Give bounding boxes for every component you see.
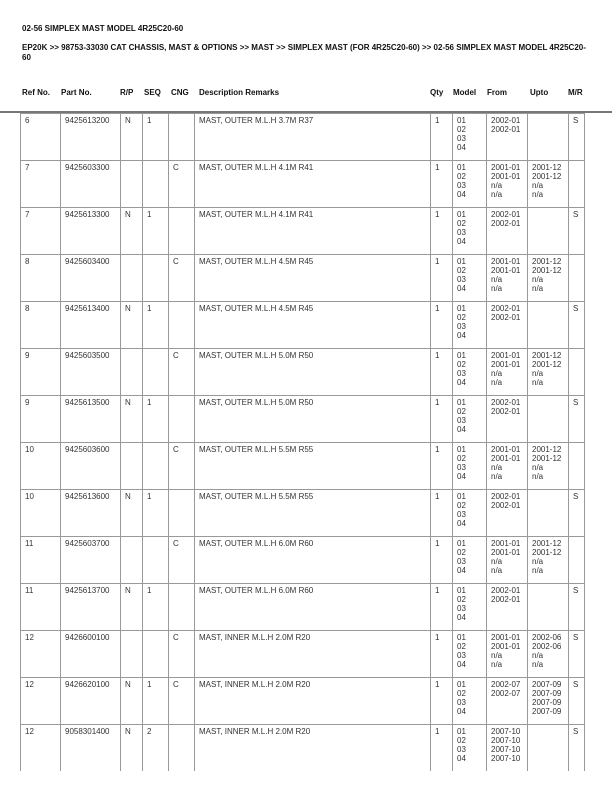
- cell-seq: 1: [143, 678, 169, 725]
- cell-desc: MAST, INNER M.L.H 2.0M R20: [195, 678, 431, 725]
- col-model: Model: [453, 88, 477, 97]
- table-row: [21, 631, 585, 678]
- cell-cng: C: [169, 161, 195, 208]
- cell-desc: MAST, INNER M.L.H 2.0M R20: [195, 725, 431, 772]
- cell-seq: 2: [143, 725, 169, 772]
- cell-from: 2002-01 2002-01: [487, 584, 528, 631]
- cell-qty: 1: [431, 584, 453, 631]
- cell-part: 9425613600: [61, 490, 121, 537]
- col-rp: R/P: [120, 88, 134, 97]
- cell-seq: 1: [143, 396, 169, 443]
- cell-upto: [528, 114, 569, 161]
- page-title: 02-56 SIMPLEX MAST MODEL 4R25C20-60: [22, 24, 184, 33]
- cell-part: 9426600100: [61, 631, 121, 678]
- cell-cng: C: [169, 349, 195, 396]
- cell-model: 01 02 03 04: [453, 584, 487, 631]
- cell-upto: 2007-09 2007-09 2007-09 2007-09: [528, 678, 569, 725]
- cell-from: 2001-01 2001-01 n/a n/a: [487, 161, 528, 208]
- cell-ref: 7: [21, 161, 61, 208]
- cell-cng: [169, 396, 195, 443]
- cell-rp: N: [121, 208, 143, 255]
- cell-seq: 1: [143, 302, 169, 349]
- table-row: [21, 725, 585, 772]
- cell-part: 9425613200: [61, 114, 121, 161]
- cell-mr: S: [569, 302, 585, 349]
- cell-ref: 10: [21, 443, 61, 490]
- cell-qty: 1: [431, 443, 453, 490]
- cell-seq: 1: [143, 584, 169, 631]
- cell-rp: [121, 631, 143, 678]
- cell-cng: [169, 114, 195, 161]
- cell-desc: MAST, OUTER M.L.H 6.0M R60: [195, 584, 431, 631]
- cell-model: 01 02 03 04: [453, 396, 487, 443]
- cell-model: 01 02 03 04: [453, 631, 487, 678]
- cell-cng: C: [169, 443, 195, 490]
- cell-seq: [143, 631, 169, 678]
- cell-mr: [569, 349, 585, 396]
- cell-desc: MAST, OUTER M.L.H 3.7M R37: [195, 114, 431, 161]
- table-header: [0, 88, 612, 113]
- cell-rp: [121, 537, 143, 584]
- table-row: [21, 349, 585, 396]
- cell-upto: [528, 396, 569, 443]
- cell-desc: MAST, OUTER M.L.H 5.0M R50: [195, 349, 431, 396]
- cell-seq: [143, 349, 169, 396]
- table-row: [21, 161, 585, 208]
- table-row: [21, 678, 585, 725]
- table-row: [21, 396, 585, 443]
- cell-model: 01 02 03 04: [453, 208, 487, 255]
- cell-model: 01 02 03 04: [453, 490, 487, 537]
- table-row: [21, 537, 585, 584]
- cell-ref: 10: [21, 490, 61, 537]
- cell-part: 9425613500: [61, 396, 121, 443]
- cell-mr: S: [569, 678, 585, 725]
- cell-from: 2002-01 2002-01: [487, 208, 528, 255]
- cell-cng: C: [169, 631, 195, 678]
- cell-from: 2001-01 2001-01 n/a n/a: [487, 255, 528, 302]
- cell-part: 9425613300: [61, 208, 121, 255]
- cell-cng: [169, 725, 195, 772]
- breadcrumb: EP20K >> 98753-33030 CAT CHASSIS, MAST & OPTIONS >> MAST >> SIMPLEX MAST (FOR 4R25C20-60) >> 02-56 SIMPLEX MAST MODEL 4R25C20-60: [22, 43, 586, 62]
- cell-mr: [569, 161, 585, 208]
- cell-ref: 9: [21, 396, 61, 443]
- cell-mr: S: [569, 631, 585, 678]
- cell-from: 2001-01 2001-01 n/a n/a: [487, 631, 528, 678]
- cell-rp: N: [121, 396, 143, 443]
- cell-model: 01 02 03 04: [453, 302, 487, 349]
- col-from: From: [487, 88, 507, 97]
- cell-rp: N: [121, 490, 143, 537]
- cell-rp: [121, 443, 143, 490]
- cell-rp: [121, 255, 143, 302]
- cell-desc: MAST, OUTER M.L.H 4.5M R45: [195, 302, 431, 349]
- cell-cng: [169, 208, 195, 255]
- cell-ref: 7: [21, 208, 61, 255]
- cell-rp: [121, 349, 143, 396]
- cell-qty: 1: [431, 725, 453, 772]
- table-row: [21, 208, 585, 255]
- cell-rp: N: [121, 678, 143, 725]
- cell-from: 2002-01 2002-01: [487, 302, 528, 349]
- col-ref: Ref No.: [22, 88, 50, 97]
- cell-ref: 6: [21, 114, 61, 161]
- cell-from: 2002-01 2002-01: [487, 490, 528, 537]
- cell-cng: [169, 302, 195, 349]
- cell-model: 01 02 03 04: [453, 255, 487, 302]
- cell-seq: [143, 161, 169, 208]
- cell-ref: 11: [21, 537, 61, 584]
- cell-qty: 1: [431, 255, 453, 302]
- cell-cng: C: [169, 255, 195, 302]
- cell-model: 01 02 03 04: [453, 537, 487, 584]
- cell-qty: 1: [431, 396, 453, 443]
- cell-desc: MAST, OUTER M.L.H 4.1M R41: [195, 161, 431, 208]
- cell-model: 01 02 03 04: [453, 349, 487, 396]
- cell-desc: MAST, OUTER M.L.H 4.5M R45: [195, 255, 431, 302]
- cell-mr: S: [569, 114, 585, 161]
- cell-rp: N: [121, 302, 143, 349]
- cell-ref: 11: [21, 584, 61, 631]
- table-row: [21, 255, 585, 302]
- cell-from: 2001-01 2001-01 n/a n/a: [487, 537, 528, 584]
- cell-mr: [569, 443, 585, 490]
- cell-desc: MAST, OUTER M.L.H 5.0M R50: [195, 396, 431, 443]
- cell-ref: 12: [21, 631, 61, 678]
- cell-desc: MAST, OUTER M.L.H 5.5M R55: [195, 490, 431, 537]
- table-row: [21, 584, 585, 631]
- cell-upto: [528, 584, 569, 631]
- cell-ref: 12: [21, 678, 61, 725]
- cell-upto: 2001-12 2001-12 n/a n/a: [528, 161, 569, 208]
- cell-upto: 2002-06 2002-06 n/a n/a: [528, 631, 569, 678]
- cell-ref: 8: [21, 255, 61, 302]
- cell-mr: S: [569, 490, 585, 537]
- cell-seq: 1: [143, 114, 169, 161]
- cell-cng: C: [169, 537, 195, 584]
- cell-from: 2002-07 2002-07: [487, 678, 528, 725]
- cell-desc: MAST, INNER M.L.H 2.0M R20: [195, 631, 431, 678]
- cell-qty: 1: [431, 490, 453, 537]
- cell-part: 9058301400: [61, 725, 121, 772]
- col-part: Part No.: [61, 88, 92, 97]
- cell-seq: [143, 255, 169, 302]
- table-row: [21, 302, 585, 349]
- cell-from: 2001-01 2001-01 n/a n/a: [487, 349, 528, 396]
- cell-from: 2002-01 2002-01: [487, 396, 528, 443]
- cell-mr: S: [569, 396, 585, 443]
- cell-desc: MAST, OUTER M.L.H 6.0M R60: [195, 537, 431, 584]
- cell-from: 2002-01 2002-01: [487, 114, 528, 161]
- cell-upto: [528, 725, 569, 772]
- cell-qty: 1: [431, 678, 453, 725]
- cell-part: 9425613700: [61, 584, 121, 631]
- cell-seq: 1: [143, 490, 169, 537]
- cell-part: 9425603300: [61, 161, 121, 208]
- col-upto: Upto: [530, 88, 549, 97]
- cell-upto: [528, 302, 569, 349]
- cell-mr: S: [569, 208, 585, 255]
- cell-cng: [169, 584, 195, 631]
- cell-ref: 8: [21, 302, 61, 349]
- cell-part: 9425603400: [61, 255, 121, 302]
- cell-part: 9425603500: [61, 349, 121, 396]
- cell-part: 9426620100: [61, 678, 121, 725]
- col-cng: CNG: [171, 88, 189, 97]
- cell-rp: N: [121, 114, 143, 161]
- cell-upto: 2001-12 2001-12 n/a n/a: [528, 349, 569, 396]
- cell-upto: 2001-12 2001-12 n/a n/a: [528, 255, 569, 302]
- cell-qty: 1: [431, 302, 453, 349]
- cell-mr: [569, 537, 585, 584]
- cell-model: 01 02 03 04: [453, 114, 487, 161]
- cell-desc: MAST, OUTER M.L.H 5.5M R55: [195, 443, 431, 490]
- cell-model: 01 02 03 04: [453, 678, 487, 725]
- col-qty: Qty: [430, 88, 444, 97]
- cell-seq: [143, 443, 169, 490]
- col-mr: M/R: [568, 88, 583, 97]
- cell-desc: MAST, OUTER M.L.H 4.1M R41: [195, 208, 431, 255]
- table-row: [21, 443, 585, 490]
- cell-cng: C: [169, 678, 195, 725]
- table-row: [21, 114, 585, 161]
- col-desc: Description Remarks: [199, 88, 280, 97]
- table-row: [21, 490, 585, 537]
- cell-qty: 1: [431, 349, 453, 396]
- cell-model: 01 02 03 04: [453, 161, 487, 208]
- cell-mr: S: [569, 725, 585, 772]
- cell-ref: 12: [21, 725, 61, 772]
- cell-model: 01 02 03 04: [453, 443, 487, 490]
- cell-seq: 1: [143, 208, 169, 255]
- cell-from: 2007-10 2007-10 2007-10 2007-10: [487, 725, 528, 772]
- cell-upto: [528, 490, 569, 537]
- cell-qty: 1: [431, 208, 453, 255]
- cell-cng: [169, 490, 195, 537]
- cell-qty: 1: [431, 631, 453, 678]
- cell-qty: 1: [431, 161, 453, 208]
- cell-seq: [143, 537, 169, 584]
- cell-qty: 1: [431, 537, 453, 584]
- cell-rp: N: [121, 725, 143, 772]
- parts-table: [20, 113, 585, 771]
- cell-model: 01 02 03 04: [453, 725, 487, 772]
- cell-ref: 9: [21, 349, 61, 396]
- cell-mr: S: [569, 584, 585, 631]
- cell-part: 9425613400: [61, 302, 121, 349]
- cell-mr: [569, 255, 585, 302]
- cell-rp: [121, 161, 143, 208]
- cell-upto: 2001-12 2001-12 n/a n/a: [528, 443, 569, 490]
- cell-upto: [528, 208, 569, 255]
- col-seq: SEQ: [144, 88, 161, 97]
- cell-from: 2001-01 2001-01 n/a n/a: [487, 443, 528, 490]
- cell-rp: N: [121, 584, 143, 631]
- cell-part: 9425603600: [61, 443, 121, 490]
- cell-part: 9425603700: [61, 537, 121, 584]
- cell-upto: 2001-12 2001-12 n/a n/a: [528, 537, 569, 584]
- cell-qty: 1: [431, 114, 453, 161]
